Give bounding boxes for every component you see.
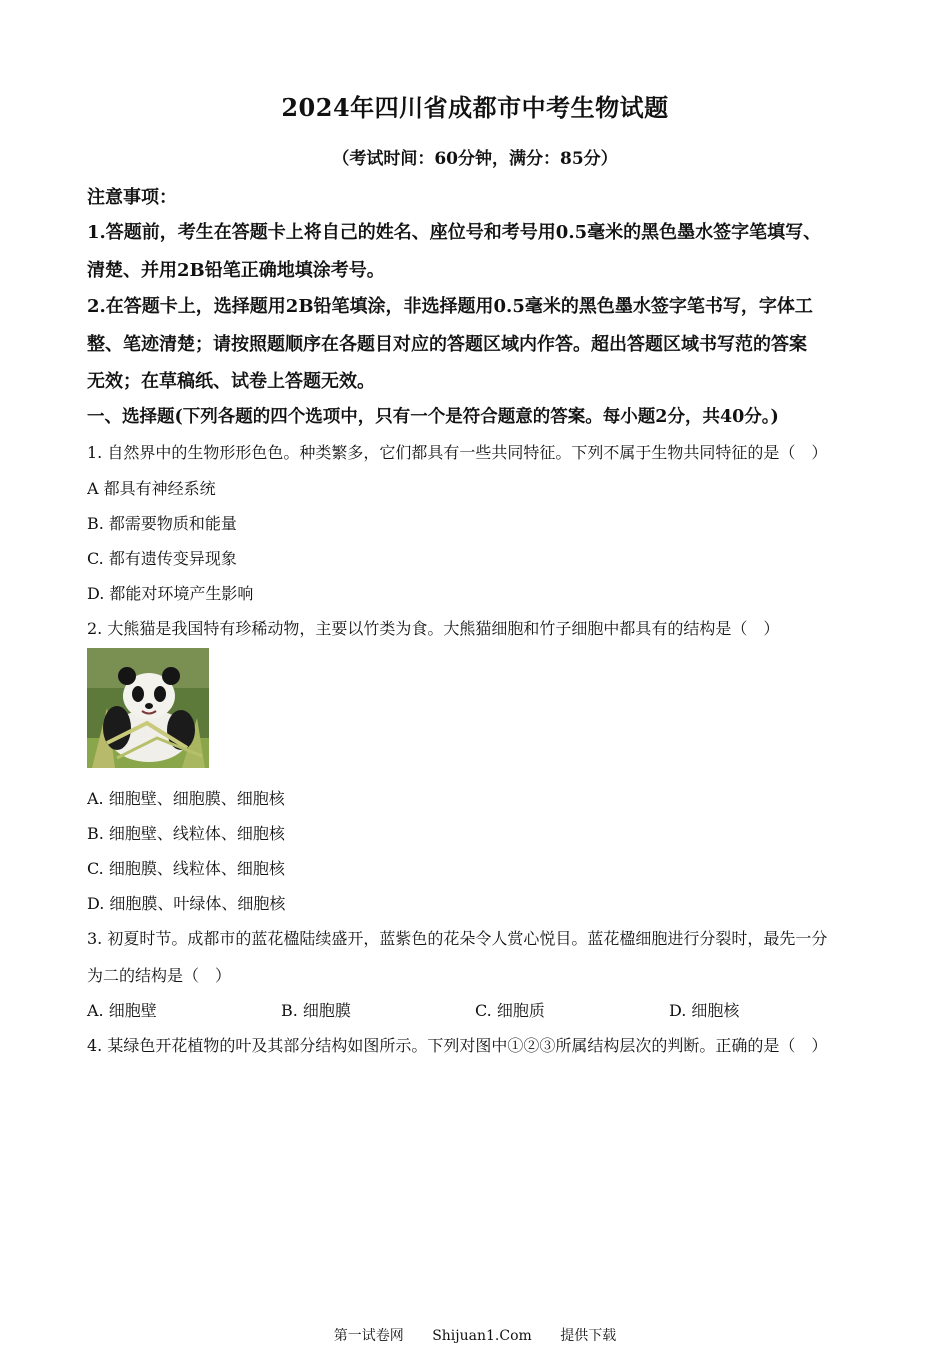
question-1-option-b: B. 都需要物质和能量 <box>87 514 237 533</box>
question-1-option-d: D. 都能对环境产生影响 <box>87 584 254 603</box>
question-1-option-a: A 都具有神经系统 <box>87 479 216 498</box>
notes-heading: 注意事项： <box>87 187 177 208</box>
note-line: 2.在答题卡上，选择题用2B铅笔填涂，非选择题用0.5毫米的黑色墨水签字笔书写，字体工 <box>87 296 813 317</box>
section-heading: 一、选择题(下列各题的四个选项中，只有一个是符合题意的答案。每小题2分，共40分。) <box>87 407 779 427</box>
question-2-option-a: A. 细胞壁、细胞膜、细胞核 <box>87 789 285 808</box>
question-3-stem-line-2: 为二的结构是（ ） <box>87 966 232 985</box>
question-1-option-c: C. 都有遗传变异现象 <box>87 549 237 568</box>
question-3-stem-line-1: 3. 初夏时节。成都市的蓝花楹陆续盛开，蓝紫色的花朵令人赏心悦目。蓝花楹细胞进行分裂时，最先一分 <box>87 929 828 948</box>
note-line: 无效；在草稿纸、试卷上答题无效。 <box>87 371 375 392</box>
question-2-stem: 2. 大熊猫是我国特有珍稀动物，主要以竹类为食。大熊猫细胞和竹子细胞中都具有的结构是（ ） <box>87 619 780 638</box>
page-title: 2024年四川省成都市中考生物试题 <box>281 93 669 122</box>
question-4-stem: 4. 某绿色开花植物的叶及其部分结构如图所示。下列对图中①②③所属结构层次的判断。正确的是（ ） <box>87 1036 828 1055</box>
footer-site-name: 第一试卷网 <box>333 1328 404 1344</box>
question-3-option-b: B. 细胞膜 <box>281 1001 351 1020</box>
footer-download-text: 提供下载 <box>560 1328 617 1344</box>
question-2-option-c: C. 细胞膜、线粒体、细胞核 <box>87 859 285 878</box>
footer-site-url[interactable]: Shijuan1.Com <box>432 1328 532 1344</box>
question-2-option-d: D. 细胞膜、叶绿体、细胞核 <box>87 894 286 913</box>
note-line: 整、笔迹清楚；请按照题顺序在各题目对应的答题区域内作答。超出答题区域书写范的答案 <box>87 334 807 355</box>
question-3-option-a: A. 细胞壁 <box>87 1001 157 1020</box>
note-line: 清楚、并用2B铅笔正确地填涂考号。 <box>87 260 385 281</box>
question-3-option-d: D. 细胞核 <box>669 1001 740 1020</box>
question-1-stem: 1. 自然界中的生物形形色色。种类繁多，它们都具有一些共同特征。下列不属于生物共同特征的是（ ） <box>87 443 828 462</box>
exam-info: （考试时间：60分钟，满分：85分） <box>332 149 618 169</box>
page-footer <box>0 1325 950 1345</box>
question-3-option-c: C. 细胞质 <box>475 1001 545 1020</box>
note-line: 1.答题前，考生在答题卡上将自己的姓名、座位号和考号用0.5毫米的黑色墨水签字笔填写、 <box>87 222 822 243</box>
question-2-option-b: B. 细胞壁、线粒体、细胞核 <box>87 824 285 843</box>
panda-image <box>87 648 209 768</box>
